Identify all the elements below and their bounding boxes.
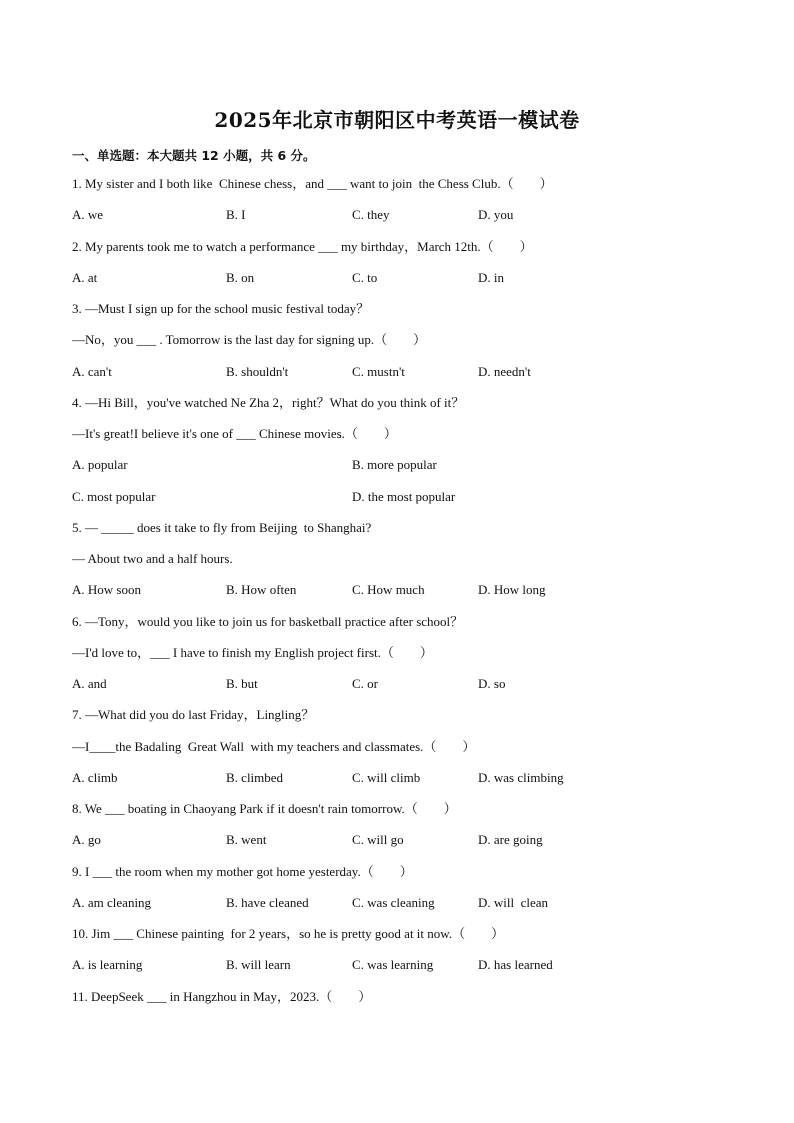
answer-option: B. more popular <box>352 457 437 473</box>
question-dialogue-line: — About two and a half hours. <box>72 551 233 566</box>
answer-option: B. climbed <box>226 769 284 785</box>
answer-option: C. mustn't <box>352 363 405 379</box>
answer-option: D. has learned <box>478 957 553 973</box>
answer-option: B. on <box>226 269 255 285</box>
answer-option: D. so <box>478 676 506 691</box>
answer-option: C. will go <box>352 832 404 848</box>
question-stem: 5. — _____ does it take to fly from Beijing to Shanghai? <box>72 519 372 535</box>
question-stem: 8. We ___ boating in Chaoyang Park if it doesn't rain tomorrow.（ ） <box>72 801 457 816</box>
answer-option: A. is learning <box>72 957 143 973</box>
answer-option: A. at <box>72 269 98 285</box>
answer-option: C. will climb <box>352 769 421 785</box>
question-stem: 11. DeepSeek ___ in Hangzhou in May，2023.（ ） <box>72 988 372 1004</box>
answer-option: C. or <box>352 676 378 691</box>
answer-option: B. have cleaned <box>226 894 309 910</box>
answer-option: D. the most popular <box>352 488 456 504</box>
question-stem: 2. My parents took me to watch a performance ___ my birthday，March 12th.（ ） <box>72 238 533 254</box>
answer-option: B. but <box>226 676 258 691</box>
answer-option: B. I <box>226 207 246 223</box>
answer-option: B. How often <box>226 582 297 598</box>
question-stem: 6. —Tony，would you like to join us for basketball practice after school？ <box>72 613 464 629</box>
answer-option: A. and <box>72 676 107 691</box>
answer-option: C. most popular <box>72 488 156 504</box>
question-stem: 10. Jim ___ Chinese painting for 2 years，so he is pretty good at it now.（ ） <box>72 926 505 941</box>
question-stem: 7. —What did you do last Friday，Lingling？ <box>72 707 315 723</box>
answer-option: A. we <box>72 207 104 223</box>
answer-option: C. was cleaning <box>352 894 435 910</box>
answer-option: D. was climbing <box>478 769 564 785</box>
question-dialogue-line: —I____the Badaling Great Wall with my teachers and classmates.（ ） <box>72 738 476 754</box>
answer-option: C. How much <box>352 582 425 598</box>
answer-option: D. will clean <box>478 894 549 910</box>
answer-option: D. are going <box>478 832 543 848</box>
answer-option: A. can't <box>72 363 112 379</box>
answer-option: B. shouldn't <box>226 363 289 379</box>
answer-option: D. you <box>478 207 514 223</box>
question-dialogue-line: —No，you ___ . Tomorrow is the last day for signing up.（ ） <box>72 332 427 348</box>
answer-option: A. am cleaning <box>72 894 152 910</box>
page-title: 2025年北京市朝阳区中考英语一模试卷 <box>214 108 580 132</box>
answer-option: A. How soon <box>72 582 141 598</box>
question-stem: 4. —Hi Bill，you've watched Ne Zha 2，right？What do you think of it？ <box>72 394 465 410</box>
question-stem: 3. —Must I sign up for the school music festival today？ <box>72 301 370 316</box>
answer-option: D. How long <box>478 582 546 598</box>
answer-option: C. they <box>352 207 390 223</box>
answer-option: C. was learning <box>352 957 434 973</box>
answer-option: D. needn't <box>478 363 531 379</box>
answer-option: A. climb <box>72 769 118 785</box>
answer-option: C. to <box>352 269 378 285</box>
answer-option: A. go <box>72 832 101 848</box>
answer-option: A. popular <box>72 457 128 473</box>
question-dialogue-line: —It's great!I believe it's one of ___ Chinese movies.（ ） <box>72 426 397 441</box>
question-dialogue-line: —I'd love to，___ I have to finish my English project first.（ ） <box>72 644 433 660</box>
question-stem: 9. I ___ the room when my mother got home yesterday.（ ） <box>72 863 413 879</box>
section-heading: 一、单选题：本大题共 12 小题，共 6 分。 <box>72 148 316 163</box>
question-stem: 1. My sister and I both like Chinese chess，and ___ want to join the Chess Club.（ ） <box>72 176 553 191</box>
answer-option: B. will learn <box>226 957 291 973</box>
answer-option: B. went <box>226 832 267 848</box>
answer-option: D. in <box>478 269 504 285</box>
